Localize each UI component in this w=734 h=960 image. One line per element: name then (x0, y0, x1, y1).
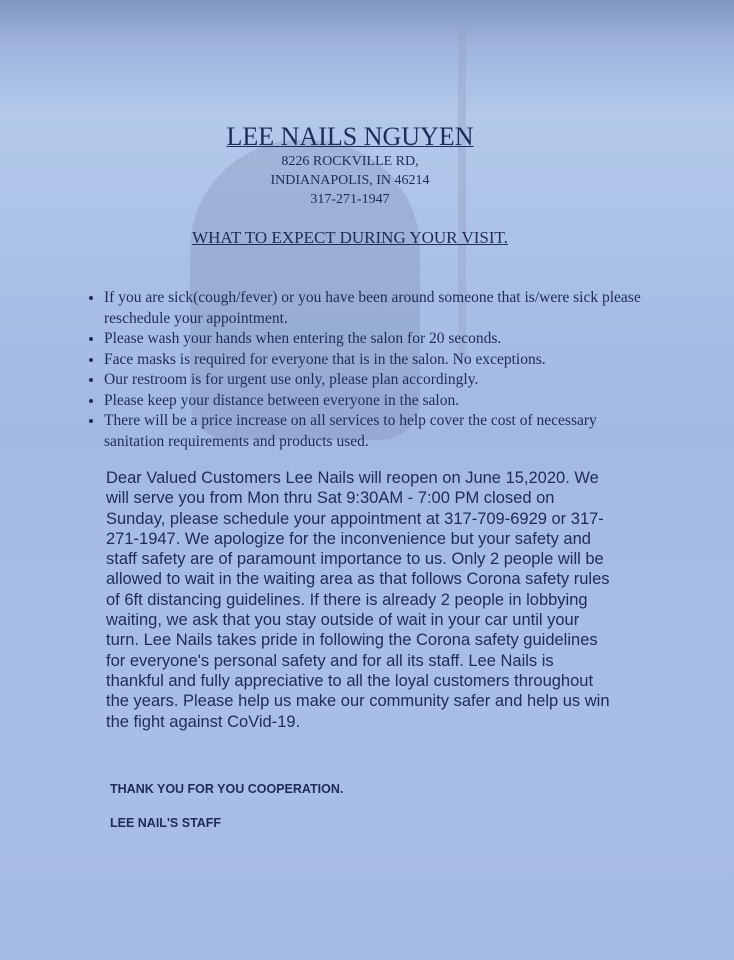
background-sky (0, 0, 734, 50)
list-item: • Face masks is required for everyone that is in the salon. No exceptions. (104, 350, 644, 371)
rules-list (80, 288, 644, 452)
list-item: • If you are sick(cough/fever) or you have been around someone that is/were sick please reschedule your appointment. (104, 288, 644, 329)
address-line2: INDIANAPOLIS, IN 46214 (270, 173, 430, 188)
list-item: • Please wash your hands when entering the salon for 20 seconds. (104, 329, 644, 350)
letter-line: the fight against CoVid-19. (106, 712, 301, 731)
phone: 317-271-1947 (310, 192, 390, 207)
list-item: • Please keep your distance between everyone in the salon. (104, 391, 644, 412)
letter-line: Sunday, please schedule your appointment at 317-709-6929 or 317- (106, 509, 604, 528)
letter-line: Dear Valued Customers Lee Nails will reopen on June 15,2020. We (106, 469, 599, 487)
letter-line: of 6ft distancing guidelines. If there is already 2 people in lobbying (106, 590, 588, 609)
letter-line: for everyone's personal safety and for all its staff. Lee Nails is (106, 651, 554, 670)
list-item: • Our restroom is for urgent use only, please plan accordingly. (104, 370, 644, 391)
signature: LEE NAIL'S STAFF (110, 816, 222, 830)
letter-line: 271-1947. We apologize for the inconvenience but your safety and (106, 529, 591, 548)
letter-line: thankful and fully appreciative to all the loyal customers throughout (106, 671, 594, 690)
letter-line: waiting, we ask that you stay outside of wait in your car until your (106, 611, 580, 630)
letter-line: turn. Lee Nails takes pride in following the Corona safety guidelines (106, 631, 598, 650)
letter-line: will serve you from Mon thru Sat 9:30AM - 7:00 PM closed on (106, 489, 555, 508)
list-item: • There will be a price increase on all services to help cover the cost of necessary sanitation requirements and products used. (104, 411, 644, 452)
subtitle: WHAT TO EXPECT DURING YOUR VISIT. (192, 228, 508, 247)
letter-line: the years. Please help us make our community safer and help us win (106, 692, 610, 711)
letter-body (106, 468, 666, 732)
address-line1: 8226 ROCKVILLE RD, (281, 154, 419, 169)
closing: THANK YOU FOR YOU COOPERATION. (110, 782, 344, 796)
letter-line: staff safety are of paramount importance to us. Only 2 people will be (106, 550, 604, 569)
letter-line: allowed to wait in the waiting area as that follows Corona safety rules (106, 570, 610, 589)
page-title: LEE NAILS NGUYEN (226, 122, 474, 151)
